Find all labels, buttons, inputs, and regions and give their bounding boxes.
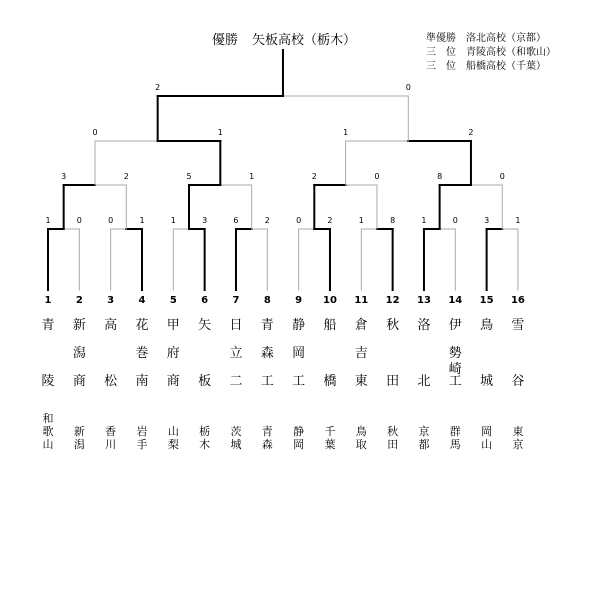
score-label: 0: [92, 128, 98, 137]
team-name-char: 南: [135, 374, 149, 389]
score-label: 1: [45, 216, 51, 225]
team-prefecture: 東 京: [512, 425, 524, 451]
score-label: 0: [452, 216, 458, 225]
team-name-char: 船: [323, 318, 337, 333]
team-name-char: 府: [166, 346, 180, 361]
team-name-char: 工: [260, 374, 274, 389]
team-name-char: 高: [104, 318, 118, 333]
score-label: 1: [343, 128, 349, 137]
team-name-char: 板: [198, 374, 212, 389]
team-name-char: 秋: [386, 318, 400, 333]
team-number: 1: [44, 295, 52, 306]
team-number: 9: [295, 295, 303, 306]
score-label: 1: [249, 172, 255, 181]
team-name-char: 吉: [354, 346, 368, 361]
score-label: 1: [139, 216, 145, 225]
team-prefecture: 新 潟: [73, 425, 85, 451]
team-prefecture: 千 葉: [324, 425, 336, 451]
team-name-char: 矢: [198, 318, 212, 333]
score-label: 3: [202, 216, 208, 225]
team-number: 2: [75, 295, 83, 306]
team-name-char: 雪: [511, 318, 525, 333]
team-number: 13: [416, 295, 431, 306]
team-name-char: 橋: [323, 374, 337, 389]
team-name-char: 工: [292, 374, 306, 389]
team-name-char: 甲: [166, 318, 180, 333]
score-label: 0: [405, 83, 411, 92]
team-name-char: 新: [72, 318, 86, 333]
team-name-char: 東: [354, 374, 368, 389]
score-label: 6: [233, 216, 239, 225]
score-label: 3: [61, 172, 67, 181]
team-name-char: 工: [448, 374, 462, 389]
score-label: 2: [327, 216, 333, 225]
team-prefecture: 岩 手: [136, 425, 148, 451]
team-prefecture: 香 川: [105, 425, 117, 451]
team-name-char: 二: [229, 374, 243, 389]
team-name-char: 伊: [448, 318, 462, 333]
score-label: 0: [296, 216, 302, 225]
team-number: 11: [354, 295, 369, 306]
team-prefecture: 青 森: [261, 425, 273, 451]
team-name-char: 鳥: [480, 318, 494, 333]
placing-rank: 準優勝: [426, 33, 456, 44]
placing-runner-up: [426, 29, 546, 44]
team-name-char: 松: [104, 374, 118, 389]
team-prefecture: 岡 山: [481, 425, 493, 451]
score-label: 2: [311, 172, 317, 181]
team-number: 8: [263, 295, 271, 306]
team-name-char: 陵: [41, 374, 55, 389]
team-prefecture: 群 馬: [449, 425, 461, 451]
score-label: 2: [155, 83, 161, 92]
score-label: 8: [390, 216, 396, 225]
champion-title: [212, 29, 356, 48]
team-number: 12: [385, 295, 400, 306]
team-number: 10: [323, 295, 337, 306]
team-prefecture: 山 梨: [167, 425, 179, 451]
team-name-char: 青: [41, 318, 55, 333]
placing-name: 青陵高校（和歌山）: [466, 47, 556, 58]
team-name-char: 商: [72, 374, 86, 389]
team-prefecture: 栃 木: [199, 425, 211, 451]
score-label: 1: [170, 216, 176, 225]
team-prefecture: 秋 田: [387, 425, 399, 451]
score-label: 2: [123, 172, 129, 181]
score-label: 3: [484, 216, 490, 225]
team-number: 6: [201, 295, 209, 306]
team-name-char: 勢 崎: [448, 346, 462, 377]
score-label: 0: [499, 172, 505, 181]
team-number: 4: [138, 295, 146, 306]
placing-name: 船橋高校（千葉）: [466, 61, 546, 72]
team-name-char: 潟: [72, 346, 86, 361]
team-number: 15: [479, 295, 494, 306]
team-name-char: 洛: [417, 318, 431, 333]
team-name-char: 倉: [354, 318, 368, 333]
placing-name: 洛北高校（京都）: [466, 33, 546, 44]
team-name-char: 北: [417, 374, 431, 389]
team-name-char: 花: [135, 318, 149, 333]
team-name-char: 静: [292, 318, 306, 333]
team-name-char: 森: [260, 346, 274, 361]
team-number: 7: [232, 295, 240, 306]
team-name-char: 日: [229, 318, 243, 333]
placing-third-1: [426, 43, 556, 58]
score-label: 0: [374, 172, 380, 181]
score-label: 8: [437, 172, 443, 181]
team-name-char: 城: [480, 374, 494, 389]
team-number: 5: [169, 295, 177, 306]
team-name-char: 岡: [292, 346, 306, 361]
team-number: 14: [448, 295, 463, 306]
team-name-char: 巻: [135, 346, 149, 361]
score-label: 1: [421, 216, 427, 225]
team-name-char: 谷: [511, 374, 525, 389]
team-name-char: 立: [229, 346, 243, 361]
score-label: 1: [217, 128, 223, 137]
score-label: 1: [515, 216, 521, 225]
score-label: 0: [108, 216, 114, 225]
team-number: 16: [510, 295, 525, 306]
champion-label: 優勝: [212, 33, 239, 48]
team-number: 3: [107, 295, 115, 306]
team-prefecture: 京 都: [418, 425, 430, 451]
placing-rank: 三 位: [426, 47, 456, 58]
score-label: 1: [358, 216, 364, 225]
score-label: 2: [468, 128, 474, 137]
team-name-char: 青: [260, 318, 274, 333]
champion-name: 矢板高校（栃木）: [252, 33, 357, 48]
score-label: 5: [186, 172, 192, 181]
placing-rank: 三 位: [426, 61, 456, 72]
team-prefecture: 鳥 取: [355, 425, 367, 451]
team-prefecture: 静 岡: [293, 425, 305, 451]
team-prefecture: 和 歌 山: [42, 412, 54, 451]
team-prefecture: 茨 城: [230, 425, 242, 451]
team-name-char: 田: [386, 374, 400, 389]
placing-third-2: [426, 57, 546, 72]
team-name-char: 商: [166, 374, 180, 389]
score-label: 2: [264, 216, 270, 225]
score-label: 0: [76, 216, 82, 225]
